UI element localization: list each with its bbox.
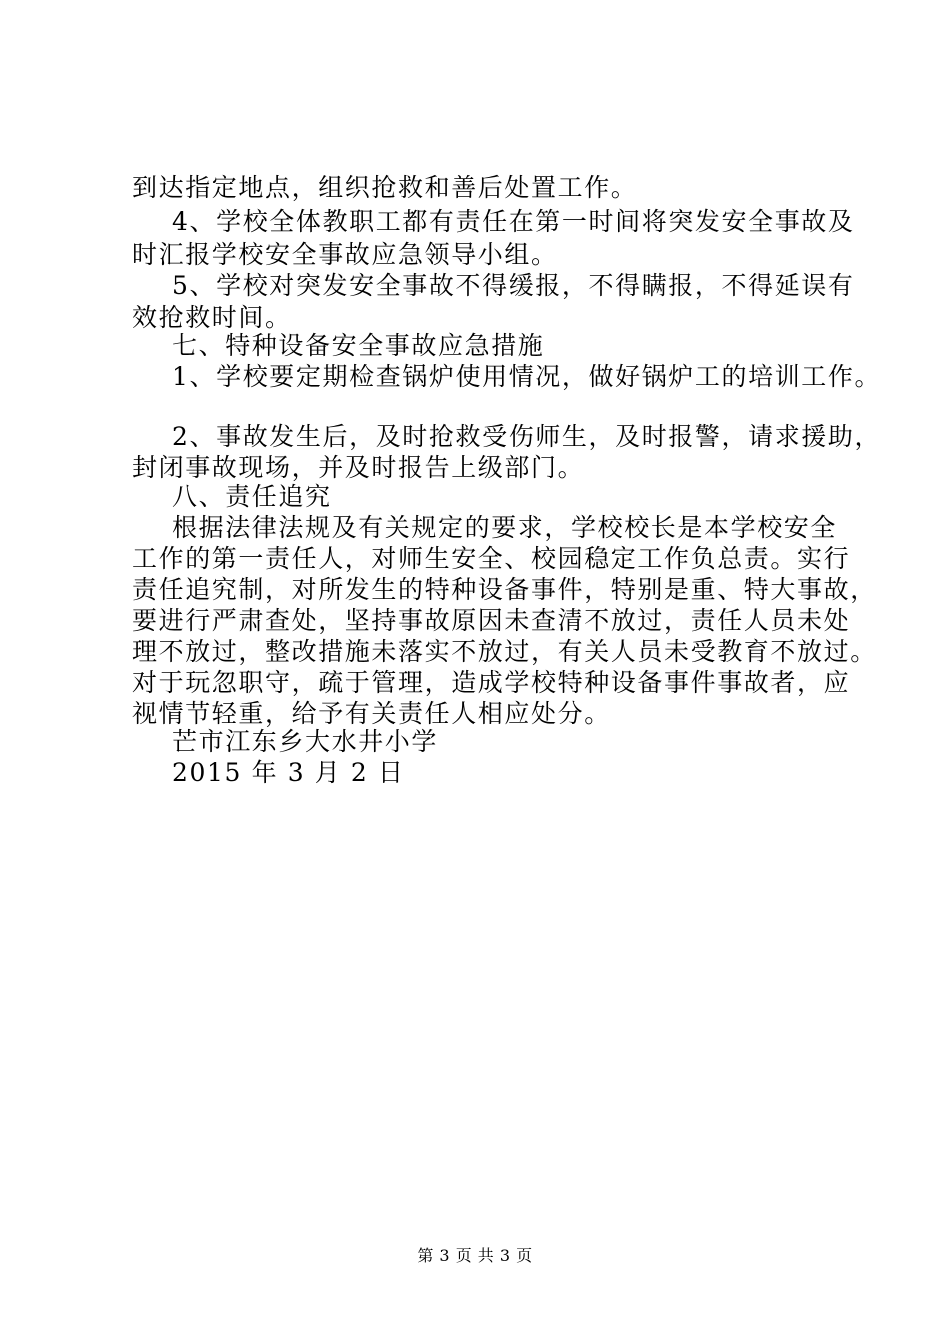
text-line: 2、事故发生后，及时抢救受伤师生，及时报警，请求援助，	[172, 422, 882, 451]
text-line: 封闭事故现场，并及时报告上级部门。	[132, 453, 585, 482]
text-line: 视情节轻重，给予有关责任人相应处分。	[132, 699, 611, 728]
text-line: 对于玩忽职守，疏于管理，造成学校特种设备事件事故者，应	[132, 668, 851, 697]
page-number-footer: 第 3 页 共 3 页	[417, 1246, 533, 1265]
text-line: 要进行严肃查处，坚持事故原因未查清不放过，责任人员未处	[132, 606, 851, 635]
text-line: 理不放过，整改措施未落实不放过，有关人员未受教育不放过。	[132, 637, 877, 666]
text-line: 根据法律法规及有关规定的要求，学校校长是本学校安全	[172, 513, 838, 542]
signature-organization: 芒市江东乡大水井小学	[172, 727, 439, 756]
text-line: 工作的第一责任人，对师生安全、校园稳定工作负总责。实行	[132, 544, 851, 573]
text-line: 4、学校全体教职工都有责任在第一时间将突发安全事故及	[172, 207, 855, 236]
text-line: 时汇报学校安全事故应急领导小组。	[132, 240, 558, 269]
text-line: 效抢救时间。	[132, 303, 292, 332]
signature-date: 2015 年 3 月 2 日	[172, 758, 405, 787]
section-heading: 七、特种设备安全事故应急措施	[172, 331, 545, 360]
text-line: 责任追究制，对所发生的特种设备事件，特别是重、特大事故，	[132, 575, 877, 604]
text-line: 1、学校要定期检查锅炉使用情况，做好锅炉工的培训工作。	[172, 362, 882, 391]
text-line: 到达指定地点，组织抢救和善后处置工作。	[132, 173, 638, 202]
section-heading: 八、责任追究	[172, 482, 332, 511]
text-line: 5、学校对突发安全事故不得缓报，不得瞒报，不得延误有	[172, 271, 855, 300]
